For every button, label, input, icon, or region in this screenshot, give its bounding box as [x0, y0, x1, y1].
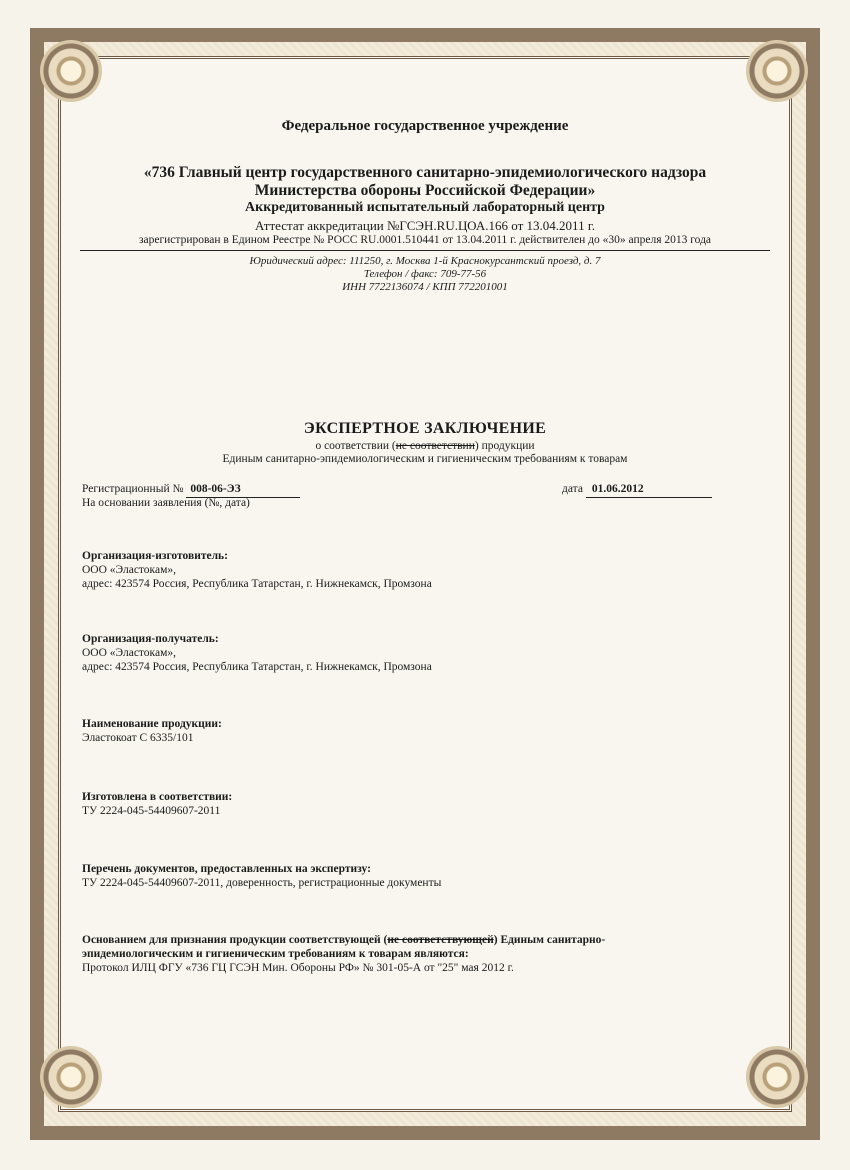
contact-block [80, 255, 770, 294]
registration-number: 008-06-ЭЗ [186, 483, 300, 498]
product-name: Эластокоат С 6335/101 [82, 732, 194, 744]
basis-heading-struck: не соответствующей [387, 934, 494, 946]
center-name [80, 164, 770, 200]
section-heading: Перечень документов, предоставленных на экспертизу: [82, 863, 371, 875]
basis-section [82, 933, 742, 975]
recipient-section [82, 632, 742, 674]
basis-heading-prefix: Основанием для признания продукции соответствующей ( [82, 934, 388, 946]
manufacturer-address: адрес: 423574 Россия, Республика Татарстан, г. Нижнекамск, Промзона [82, 578, 432, 590]
corner-ornament-icon [40, 40, 102, 102]
inn-kpp: ИНН 7722136074 / КПП 772201001 [342, 281, 508, 293]
phone-fax: Телефон / факс: 709-77-56 [363, 268, 487, 280]
subtitle-struck: не соответствии [395, 440, 475, 452]
header-divider [80, 250, 770, 251]
product-section [82, 717, 742, 745]
manufacturer-name: ООО «Эластокам», [82, 564, 176, 576]
documents-section [82, 862, 742, 890]
basis-heading-suffix: ) Единым санитарно- [493, 934, 606, 946]
section-heading: Организация-изготовитель: [82, 550, 228, 562]
section-heading: Организация-получатель: [82, 633, 219, 645]
standard-value: ТУ 2224-045-54409607-2011 [82, 805, 221, 817]
section-heading [82, 933, 742, 947]
legal-address: Юридический адрес: 111250, г. Москва 1-й Краснокурсантский проезд, д. 7 [249, 255, 601, 267]
registry-line: зарегистрирован в Едином Реестре № РОСС RU.0001.510441 от 13.04.2011 г. действителен до «30» апреля 2013 года [138, 234, 712, 246]
basis-protocol: Протокол ИЛЦ ФГУ «736 ГЦ ГСЭН Мин. Обороны РФ» № 301-05-А от "25" мая 2012 г. [82, 962, 514, 974]
accreditation-line: Аттестат аккредитации №ГСЭН.RU.ЦОА.166 от 13.04.2011 г. [255, 218, 595, 233]
subtitle-prefix: о соответствии ( [315, 440, 396, 452]
corner-ornament-icon [40, 1046, 102, 1108]
date-row [562, 483, 712, 498]
document-title: ЭКСПЕРТНОЕ ЗАКЛЮЧЕНИЕ [303, 420, 547, 437]
application-basis: На основании заявления (№, дата) [82, 497, 250, 509]
manufacturer-section [82, 549, 742, 591]
registration-label: Регистрационный № [82, 483, 184, 495]
institution-type: Федеральное государственное учреждение [281, 118, 569, 134]
registration-row [82, 483, 300, 498]
section-heading: Изготовлена в соответствии: [82, 791, 233, 803]
section-heading: Наименование продукции: [82, 718, 222, 730]
documents-value: ТУ 2224-045-54409607-2011, доверенность, регистрационные документы [82, 877, 442, 889]
corner-ornament-icon [746, 40, 808, 102]
basis-heading-line2: эпидемиологическим и гигиеническим требованиям к товарам являются: [82, 948, 469, 960]
standard-section [82, 790, 742, 818]
center-name-line2: Министерства обороны Российской Федерации» [254, 182, 596, 199]
date-value: 01.06.2012 [586, 483, 712, 498]
subtitle-suffix: ) продукции [474, 440, 535, 452]
lab-name: Аккредитованный испытательный лабораторный центр [245, 200, 605, 215]
document-subtitle [80, 440, 770, 452]
center-name-line1: «736 Главный центр государственного санитарно-эпидемиологического надзора [143, 164, 707, 181]
recipient-name: ООО «Эластокам», [82, 647, 176, 659]
date-label: дата [562, 483, 583, 495]
recipient-address: адрес: 423574 Россия, Республика Татарстан, г. Нижнекамск, Промзона [82, 661, 432, 673]
corner-ornament-icon [746, 1046, 808, 1108]
document-subtitle-line2: Единым санитарно-эпидемиологическим и гигиеническим требованиям к товарам [222, 453, 628, 465]
